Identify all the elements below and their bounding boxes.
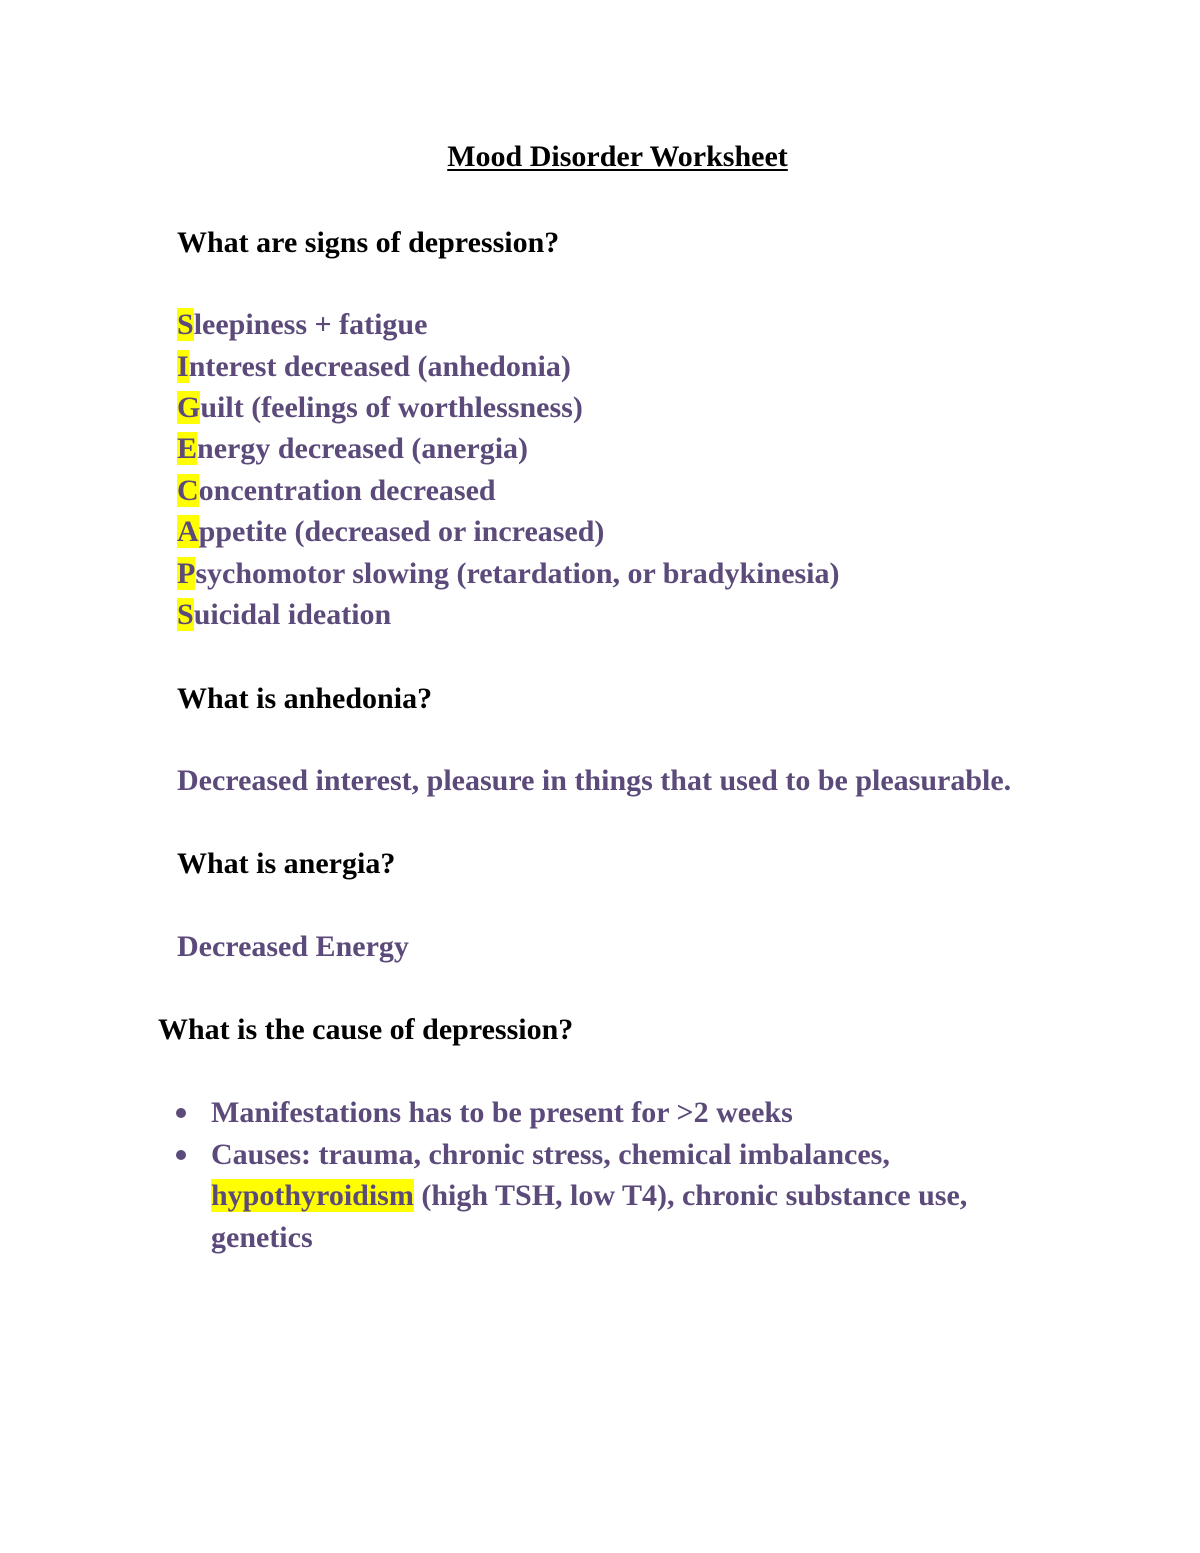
page-title: Mood Disorder Worksheet <box>447 140 788 173</box>
mnemonic-text: uilt (feelings of worthlessness) <box>200 391 583 424</box>
mnemonic-text: leepiness + fatigue <box>193 308 428 341</box>
causes-text: (high TSH, low T4), chronic substance use, <box>413 1179 968 1212</box>
mnemonic-item <box>177 512 604 552</box>
mnemonic-item <box>177 429 528 469</box>
mnemonic-text: nergy decreased (anergia) <box>197 432 529 465</box>
mnemonic-item <box>177 305 427 345</box>
bullet-item-causes-continued <box>211 1176 967 1216</box>
bullet-dot <box>176 1150 186 1160</box>
mnemonic-letter: C <box>177 474 199 507</box>
bullet-item-duration: Manifestations has to be present for >2 weeks <box>211 1096 793 1129</box>
mnemonic-item <box>177 471 496 511</box>
mnemonic-text: oncentration decreased <box>198 474 496 507</box>
mnemonic-letter: P <box>177 557 196 590</box>
bullet-item-causes-end: genetics <box>211 1221 313 1254</box>
question-signs-of-depression: What are signs of depression? <box>177 226 560 259</box>
question-anhedonia: What is anhedonia? <box>177 682 433 715</box>
mnemonic-letter: I <box>177 350 189 383</box>
answer-anergia: Decreased Energy <box>177 930 409 963</box>
answer-anhedonia: Decreased interest, pleasure in things that used to be pleasurable. <box>177 764 1012 797</box>
bullet-dot <box>176 1108 186 1118</box>
bullet-item-causes: Causes: trauma, chronic stress, chemical imbalances, <box>211 1138 890 1171</box>
mnemonic-letter: E <box>177 432 198 465</box>
mnemonic-text: nterest decreased (anhedonia) <box>188 350 571 383</box>
mnemonic-text: ppetite (decreased or increased) <box>198 515 605 548</box>
mnemonic-letter: G <box>177 391 201 424</box>
mnemonic-letter: S <box>177 308 194 341</box>
question-anergia: What is anergia? <box>177 847 396 880</box>
mnemonic-item <box>177 388 583 428</box>
mnemonic-letter: A <box>177 515 199 548</box>
question-cause-of-depression: What is the cause of depression? <box>158 1013 574 1046</box>
mnemonic-text: uicidal ideation <box>193 598 392 631</box>
highlighted-term: hypothyroidism <box>211 1179 414 1212</box>
mnemonic-item <box>177 554 840 594</box>
mnemonic-item <box>177 347 571 387</box>
mnemonic-item <box>177 595 391 635</box>
mnemonic-text: sychomotor slowing (retardation, or bradykinesia) <box>195 557 840 590</box>
mnemonic-letter: S <box>177 598 194 631</box>
